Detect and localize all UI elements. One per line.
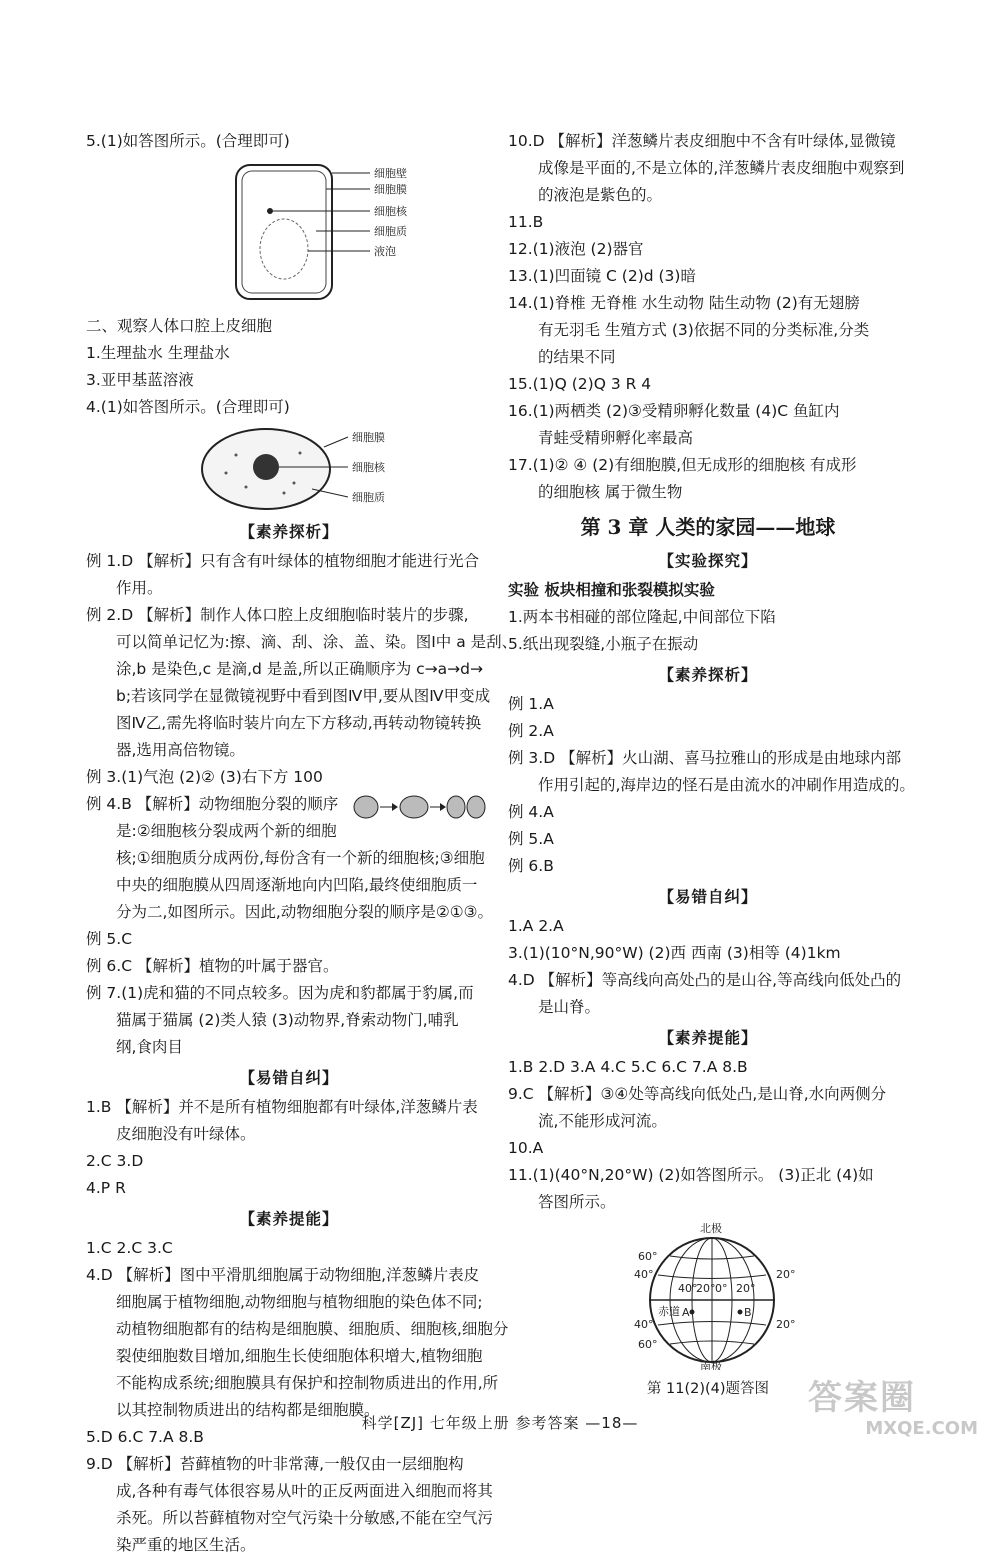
watermark-logo — [808, 1378, 988, 1439]
label-lon-w40: 40° — [678, 1282, 698, 1295]
example-5: 例 5.C — [86, 930, 133, 948]
cell-division-figure — [352, 793, 488, 821]
tineng-9-line-1: 9.D 【解析】苔藓植物的叶非常薄,一般仅由一层细胞构 — [86, 1455, 464, 1473]
answer-12: 12.(1)液泡 (2)器官 — [508, 240, 644, 258]
r-example-6: 例 6.B — [508, 857, 554, 875]
point-b: B — [744, 1306, 752, 1319]
heading-yicuo: 【易错自纠】 — [239, 1069, 339, 1087]
example-2-line-3: 涂,b 是染色,c 是滴,d 是盖,所以正确顺序为 c→a→d→ — [116, 660, 483, 678]
r-tineng-11-line-1: 11.(1)(40°N,20°W) (2)如答图所示。 (3)正北 (4)如 — [508, 1166, 874, 1184]
example-3: 例 3.(1)气泡 (2)② (3)右下方 100 — [86, 768, 323, 786]
heading-tineng-right: 【素养提能】 — [658, 1029, 758, 1047]
tineng-4-line-4: 裂使细胞数目增加,细胞生长使细胞体积增大,植物细胞 — [116, 1347, 483, 1365]
answer-14-line-3: 的结果不同 — [538, 348, 616, 366]
yicuo-1-line-2: 皮细胞没有叶绿体。 — [116, 1125, 256, 1143]
answer-10-line-3: 的液泡是紫色的。 — [538, 186, 663, 204]
example-4-line-5: 分为二,如图所示。因此,动物细胞分裂的顺序是②①③。 — [116, 903, 494, 921]
yicuo-4: 4.P R — [86, 1179, 126, 1197]
answer-15: 15.(1)Q (2)Q 3 R 4 — [508, 375, 652, 393]
example-6: 例 6.C 【解析】植物的叶属于器官。 — [86, 957, 339, 975]
page-footer: 科学[ZJ] 七年级上册 参考答案 —18— — [361, 1414, 639, 1432]
r-example-2: 例 2.A — [508, 722, 554, 740]
tineng-4-line-2: 细胞属于植物细胞,动物细胞与植物细胞的染色体不同; — [116, 1293, 483, 1311]
answer-16-line-1: 16.(1)两栖类 (2)③受精卵孵化数量 (4)C 鱼缸内 — [508, 402, 840, 420]
r-example-3-line-1: 例 3.D 【解析】火山湖、喜马拉雅山的形成是由地球内部 — [508, 749, 902, 767]
label-lat-s20: 20° — [776, 1318, 796, 1331]
r-tineng-1: 1.B 2.D 3.A 4.C 5.C 6.C 7.A 8.B — [508, 1058, 748, 1076]
experiment-5: 5.纸出现裂缝,小瓶子在振动 — [508, 635, 699, 653]
answer-q5: 5.(1)如答图所示。(合理即可) — [86, 132, 290, 150]
experiment-title: 实验 板块相撞和张裂模拟实验 — [508, 581, 715, 599]
example-2-line-2: 可以简单记忆为:擦、滴、刮、涂、盖、染。图Ⅰ中 a 是刮、 — [116, 633, 518, 651]
right-column — [508, 128, 915, 1403]
example-4-line-3: 核;①细胞质分成两份,每份含有一个新的细胞核;③细胞 — [116, 849, 485, 867]
label-lat-n40: 40° — [634, 1268, 654, 1281]
tineng-9-line-4: 染严重的地区生活。 — [116, 1536, 256, 1554]
section2-title: 二、观察人体口腔上皮细胞 — [86, 317, 273, 335]
r-tineng-11-line-2: 答图所示。 — [538, 1193, 616, 1211]
tineng-1: 1.C 2.C 3.C — [86, 1239, 173, 1257]
heading-tineng: 【素养提能】 — [239, 1210, 339, 1228]
label-cytoplasm: 细胞质 — [374, 225, 407, 238]
label-north-pole: 北极 — [700, 1222, 722, 1235]
example-7-line-3: 纲,食肉目 — [116, 1038, 183, 1056]
label-vacuole: 液泡 — [374, 245, 396, 258]
r-yicuo-4-line-2: 是山脊。 — [538, 998, 601, 1016]
label-lon-w20: 20° — [696, 1282, 716, 1295]
example-2-line-6: 器,选用高倍物镜。 — [116, 741, 245, 759]
example-7-line-1: 例 7.(1)虎和猫的不同点较多。因为虎和豹都属于豹属,而 — [86, 984, 474, 1002]
answer-16-line-2: 青蛙受精卵孵化率最高 — [538, 429, 694, 447]
r-example-1: 例 1.A — [508, 695, 554, 713]
point-a: A — [682, 1306, 690, 1319]
heading-yicuo-right: 【易错自纠】 — [658, 888, 758, 906]
tineng-4-line-6: 以其控制物质进出的结构都是细胞膜。 — [116, 1401, 380, 1419]
plant-cell-figure — [86, 159, 492, 307]
globe-figure — [508, 1220, 908, 1370]
tineng-4-line-5: 不能构成系统;细胞膜具有保护和控制物质进出的作用,所 — [116, 1374, 499, 1392]
tineng-5: 5.D 6.C 7.A 8.B — [86, 1428, 204, 1446]
heading-shiyan: 【实验探究】 — [658, 552, 758, 570]
tineng-4-line-3: 动植物细胞都有的结构是细胞膜、细胞质、细胞核,细胞分 — [116, 1320, 509, 1338]
r-yicuo-1: 1.A 2.A — [508, 917, 564, 935]
example-4-line-4: 中央的细胞膜从四周逐渐地向内凹陷,最终使细胞质一 — [116, 876, 478, 894]
section2-q1: 1.生理盐水 生理盐水 — [86, 344, 230, 362]
cheek-cell-diagram — [86, 425, 492, 513]
label-lon-e20: 20° — [736, 1282, 756, 1295]
label-nucleus: 细胞核 — [374, 205, 407, 218]
watermark-url: MXQE.COM — [865, 1418, 978, 1439]
label-lat-s60: 60° — [638, 1338, 658, 1351]
plant-cell-diagram — [86, 159, 492, 307]
label-nucleus: 细胞核 — [352, 461, 385, 474]
label-cell-membrane: 细胞膜 — [374, 183, 407, 196]
label-equator: 赤道 — [658, 1305, 680, 1318]
heading-tansuo: 【素养探析】 — [239, 523, 339, 541]
answer-14-line-1: 14.(1)脊椎 无脊椎 水生动物 陆生动物 (2)有无翅膀 — [508, 294, 860, 312]
r-yicuo-3: 3.(1)(10°N,90°W) (2)西 西南 (3)相等 (4)1km — [508, 944, 841, 962]
heading-tansuo-right: 【素养探析】 — [658, 666, 758, 684]
globe-caption: 第 11(2)(4)题答图 — [646, 1381, 770, 1397]
answer-11: 11.B — [508, 213, 544, 231]
example-4-line-1: 例 4.B 【解析】动物细胞分裂的顺序 — [86, 795, 339, 813]
r-yicuo-4-line-1: 4.D 【解析】等高线向高处凸的是山谷,等高线向低处凸的 — [508, 971, 902, 989]
label-lat-n60: 60° — [638, 1250, 658, 1263]
label-cytoplasm: 细胞质 — [352, 491, 385, 504]
example-1-line-2: 作用。 — [116, 579, 163, 597]
example-2-line-1: 例 2.D 【解析】制作人体口腔上皮细胞临时装片的步骤, — [86, 606, 469, 624]
label-south-pole: 南极 — [700, 1360, 722, 1370]
answer-17-line-1: 17.(1)② ④ (2)有细胞膜,但无成形的细胞核 有成形 — [508, 456, 857, 474]
label-membrane: 细胞膜 — [352, 431, 385, 444]
example-4-line-2: 是:②细胞核分裂成两个新的细胞 — [116, 822, 337, 840]
tineng-4-line-1: 4.D 【解析】图中平滑肌细胞属于动物细胞,洋葱鳞片表皮 — [86, 1266, 480, 1284]
answer-14-line-2: 有无羽毛 生殖方式 (3)依据不同的分类标准,分类 — [538, 321, 870, 339]
section2-q3: 3.亚甲基蓝溶液 — [86, 371, 194, 389]
watermark-text: 答案圈 — [808, 1378, 916, 1418]
label-lat-s40: 40° — [634, 1318, 654, 1331]
tineng-9-line-3: 杀死。所以苔藓植物对空气污染十分敏感,不能在空气污 — [116, 1509, 493, 1527]
r-example-5: 例 5.A — [508, 830, 554, 848]
r-tineng-10: 10.A — [508, 1139, 544, 1157]
yicuo-2: 2.C 3.D — [86, 1152, 144, 1170]
answer-10-line-1: 10.D 【解析】洋葱鳞片表皮细胞中不含有叶绿体,显微镜 — [508, 132, 896, 150]
tineng-9-line-2: 成,各种有毒气体很容易从叶的正反两面进入细胞而将其 — [116, 1482, 493, 1500]
label-lat-n20: 20° — [776, 1268, 796, 1281]
chapter-title: 第 3 章 人类的家园——地球 — [580, 515, 836, 539]
answer-17-line-2: 的细胞核 属于微生物 — [538, 483, 683, 501]
label-lon-0: 0° — [715, 1282, 728, 1295]
experiment-1: 1.两本书相碰的部位隆起,中间部位下陷 — [508, 608, 776, 626]
label-cell-wall: 细胞壁 — [374, 167, 407, 180]
cheek-cell-figure — [86, 425, 492, 513]
yicuo-1-line-1: 1.B 【解析】并不是所有植物细胞都有叶绿体,洋葱鳞片表 — [86, 1098, 478, 1116]
globe-diagram — [508, 1220, 908, 1370]
example-7-line-2: 猫属于猫属 (2)类人猿 (3)动物界,脊索动物门,哺乳 — [116, 1011, 459, 1029]
r-tineng-9-line-1: 9.C 【解析】③④处等高线向低处凸,是山脊,水向两侧分 — [508, 1085, 887, 1103]
answer-10-line-2: 成像是平面的,不是立体的,洋葱鳞片表皮细胞中观察到 — [538, 159, 905, 177]
r-example-4: 例 4.A — [508, 803, 554, 821]
example-1-line-1: 例 1.D 【解析】只有含有叶绿体的植物细胞才能进行光合 — [86, 552, 480, 570]
example-2-line-5: 图Ⅳ乙,需先将临时装片向左下方移动,再转动物镜转换 — [116, 714, 482, 732]
answer-13: 13.(1)凹面镜 C (2)d (3)暗 — [508, 267, 696, 285]
r-tineng-9-line-2: 流,不能形成河流。 — [538, 1112, 667, 1130]
section2-q4: 4.(1)如答图所示。(合理即可) — [86, 398, 290, 416]
r-example-3-line-2: 作用引起的,海岸边的怪石是由流水的冲刷作用造成的。 — [538, 776, 915, 794]
example-2-line-4: b;若该同学在显微镜视野中看到图Ⅳ甲,要从图Ⅳ甲变成 — [116, 687, 491, 705]
